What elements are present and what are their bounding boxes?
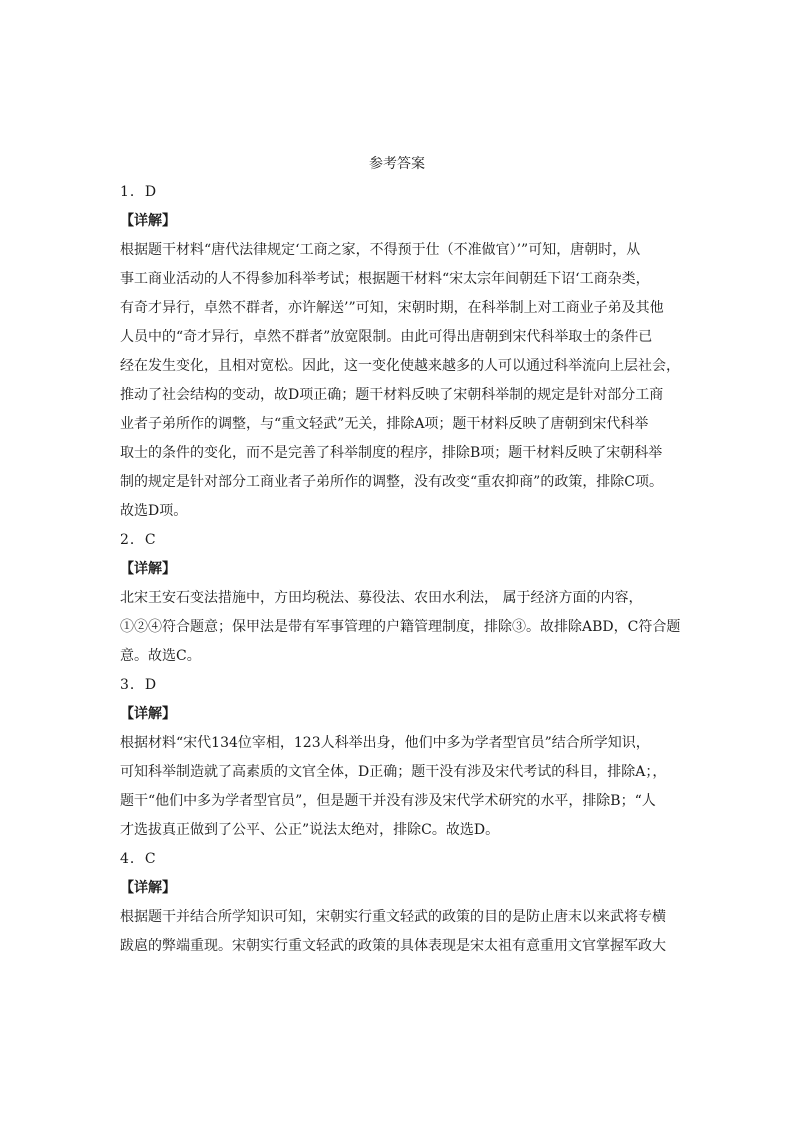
page-title: 参考答案 [369, 156, 425, 172]
section-heading: 【详解】 [120, 561, 176, 577]
answer-number: 4．C [120, 851, 157, 867]
answer-number: 2．C [120, 532, 157, 548]
text-line: 题干“他们中多为学者型官员”，但是题干并没有涉及宋代学术研究的水平，排除B；“人 [120, 793, 656, 809]
text-line: 根据题干并结合所学知识可知，宋朝实行重文轻武的政策的目的是防止唐末以来武将专横 [120, 909, 666, 925]
text-line: 推动了社会结构的变动，故D项正确；题干材料反映了宋朝科举制的规定是针对部分工商 [120, 387, 664, 403]
text-line: 意。故选C。 [120, 648, 201, 664]
text-line: 人员中的“奇才异行，卓然不群者”放宽限制。由此可得出唐朝到宋代科举取士的条件已 [120, 329, 653, 345]
text-line: 根据材料“宋代134位宰相，123人科举出身，他们中多为学者型官员”结合所学知识， [120, 735, 650, 751]
answer-number: 3．D [120, 677, 158, 693]
text-line: 业者子弟所作的调整，与“重文轻武”无关，排除A项；题干材料反映了唐朝到宋代科举 [120, 416, 649, 432]
text-line: 北宋王安石变法措施中，方田均税法、募役法、农田水利法， 属于经济方面的内容， [120, 590, 643, 606]
section-heading: 【详解】 [120, 880, 176, 896]
text-line: 事工商业活动的人不得参加科举考试；根据题干材料“宋太宗年间朝廷下诏‘工商杂类， [120, 271, 650, 287]
text-line: 制的规定是针对部分工商业者子弟所作的调整，没有改变“重农抑商”的政策，排除C项。 [120, 474, 664, 490]
text-line: 取士的条件的变化，而不是完善了科举制度的程序，排除B项；题干材料反映了宋朝科举 [120, 445, 663, 461]
text-line: ①②④符合题意；保甲法是带有军事管理的户籍管理制度，排除③。故排除ABD，C符合题 [120, 619, 681, 635]
text-line: 根据题干材料“唐代法律规定‘工商之家，不得预于仕（不准做官）’”可知，唐朝时，从 [120, 242, 641, 258]
text-line: 故选D项。 [120, 503, 188, 519]
text-line: 跋扈的弊端重现。宋朝实行重文轻武的政策的具体表现是宋太祖有意重用文官掌握军政大 [120, 938, 666, 954]
text-line: 有奇才异行，卓然不群者，亦许解送’”可知，宋朝时期，在科举制上对工商业子弟及其他 [120, 300, 664, 316]
section-heading: 【详解】 [120, 706, 176, 722]
text-line: 才选拔真正做到了公平、公正”说法太绝对，排除C。故选D。 [120, 822, 500, 838]
answer-number: 1．D [120, 184, 158, 200]
answer-content [120, 178, 680, 961]
text-line: 可知科举制造就了高素质的文官全体，D正确；题干没有涉及宋代考试的科目，排除A；， [120, 764, 667, 780]
section-heading: 【详解】 [120, 213, 176, 229]
text-line: 经在发生变化，且相对宽松。因此，这一变化使越来越多的人可以通过科举流向上层社会， [120, 358, 680, 374]
